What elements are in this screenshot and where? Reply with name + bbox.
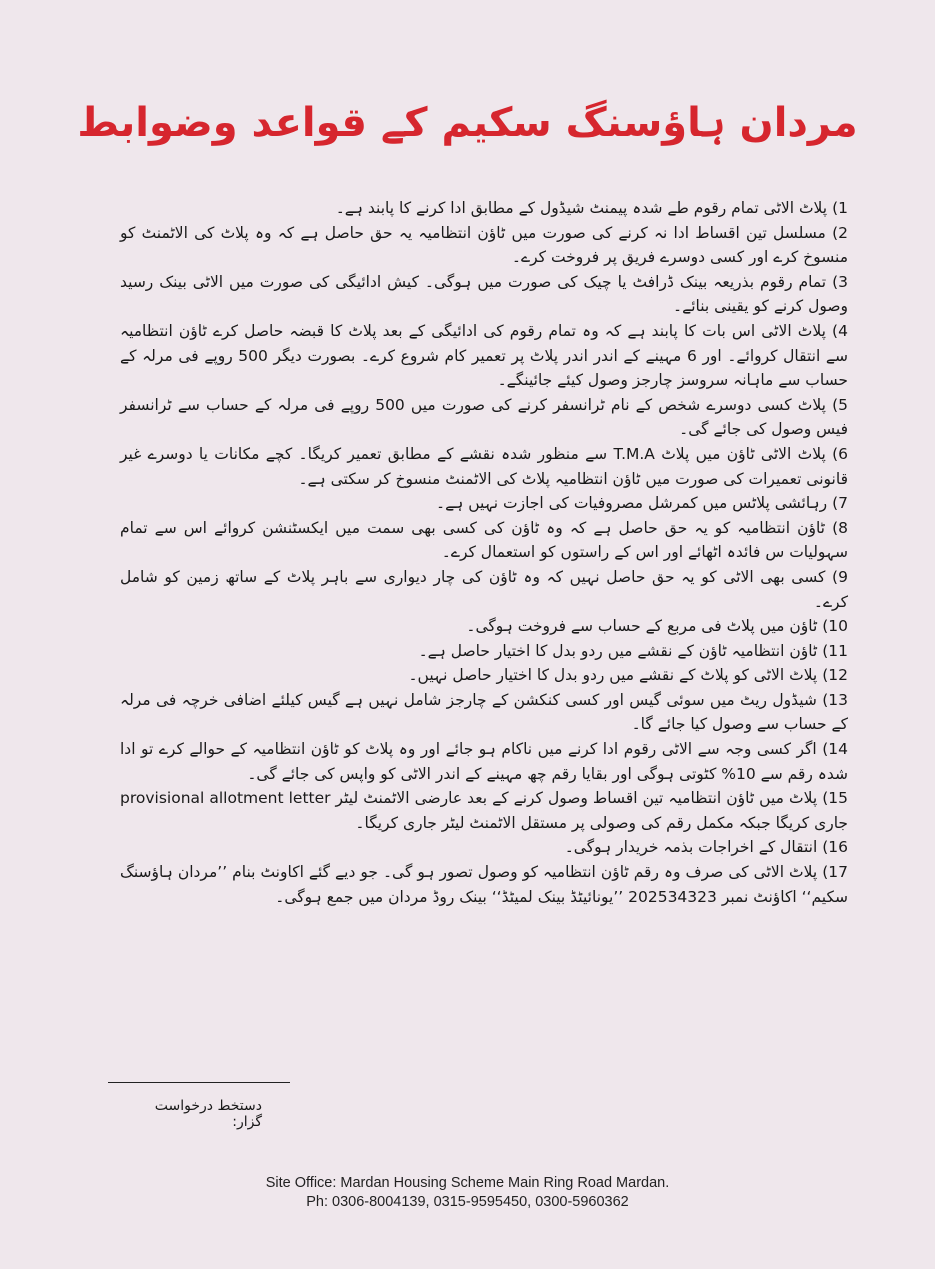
- rule-item: [120, 442, 848, 491]
- rule-number: 2): [832, 223, 848, 242]
- rule-item: [120, 639, 848, 664]
- rule-text: پلاٹ الاٹی تمام رقوم طے شدہ پیمنٹ شیڈول کے مطابق ادا کرنے کا پابند ہے۔: [335, 199, 828, 217]
- rule-text: ٹاؤن انتظامیہ کو یہ حق حاصل ہے کہ وہ ٹاؤن کی کسی بھی سمت میں ایکسٹنشن کروائے اس سے تمام سہولیات س فائدہ اٹھائے اور اس کے راستوں کو استعمال کرے۔: [120, 518, 848, 562]
- footer-phones: Ph: 0306-8004139, 0315-9595450, 0300-5960362: [306, 1194, 629, 1210]
- rule-number: 15): [822, 789, 848, 808]
- rule-item: [120, 393, 848, 442]
- rule-item: [120, 516, 848, 565]
- rule-item: [120, 614, 848, 639]
- rule-item: [120, 221, 848, 270]
- rule-text: پلاٹ میں ٹاؤن انتظامیہ تین اقساط وصول کرنے کے بعد عارضی الاٹمنٹ لیٹر provisional allotment letter جاری کریگا جبکہ مکمل رقم کی وصولی پر مستقل الاٹمنٹ لیٹر جاری کریگا۔: [120, 789, 848, 832]
- rule-item: [120, 196, 848, 221]
- rule-number: 14): [822, 740, 848, 759]
- rule-number: 10): [822, 617, 848, 636]
- rule-number: 12): [822, 666, 848, 685]
- rule-item: [120, 270, 848, 319]
- rule-text: رہائشی پلاٹس میں کمرشل مصروفیات کی اجازت نہیں ہے۔: [436, 494, 828, 513]
- rule-text: پلاٹ کسی دوسرے شخص کے نام ٹرانسفر کرنے کی صورت میں 500 روپے فی مرلہ کے حساب سے ٹرانسفر فیس وصول کی جائے گی۔: [120, 395, 848, 439]
- signature-line: [108, 1082, 290, 1083]
- rules-list: [120, 196, 848, 909]
- rule-number: 8): [832, 518, 848, 537]
- rule-item: [120, 663, 848, 688]
- rule-number: 1): [832, 199, 848, 217]
- footer-address: Site Office: Mardan Housing Scheme Main Ring Road Mardan.: [265, 1175, 670, 1191]
- rule-item: [120, 835, 848, 860]
- rule-number: 6): [832, 444, 848, 463]
- page-title: مردان ہاؤسنگ سکیم کے قواعد وضوابط: [77, 100, 858, 146]
- rule-number: 13): [822, 690, 848, 709]
- rule-text: مسلسل تین اقساط ادا نہ کرنے کی صورت میں ٹاؤن انتظامیہ یہ حق حاصل ہے کہ وہ پلاٹ کی الاٹمنٹ کو منسوخ کرے اور کسی دوسرے فریق پر فروخت کرے۔: [120, 223, 848, 267]
- rule-number: 17): [822, 863, 848, 882]
- rule-text: اگر کسی وجہ سے الاٹی رقوم ادا کرنے میں ناکام ہو جائے اور وہ پلاٹ کو ٹاؤن انتظامیہ کے حوالے کرے تو ادا شدہ رقم سے 10% کٹوتی ہوگی اور بقایا رقم چھ مہینے کے اندر الاٹی کو واپس کی جائے گی۔: [120, 740, 848, 783]
- rule-text: انتقال کے اخراجات بذمہ خریدار ہوگی۔: [564, 838, 818, 857]
- rule-text: ٹاؤن میں پلاٹ فی مربع کے حساب سے فروخت ہوگی۔: [466, 617, 818, 636]
- rule-item: [120, 319, 848, 393]
- rule-number: 4): [832, 321, 848, 340]
- rule-text: پلاٹ الاٹی کو پلاٹ کے نقشے میں ردو بدل کا اختیار حاصل نہیں۔: [408, 666, 818, 685]
- rule-text: پلاٹ الاٹی ٹاؤن میں پلاٹ T.M.A سے منظور شدہ نقشے کے مطابق تعمیر کریگا۔ کچے مکانات یا دوسرے غیر قانونی تعمیرات کی صورت میں ٹاؤن انتظامیہ پلاٹ کی الاٹمنٹ منسوخ کر سکتی ہے۔: [120, 444, 848, 488]
- rule-text: پلاٹ الاٹی کی صرف وہ رقم ٹاؤن انتظامیہ کو وصول تصور ہو گی۔ جو دیے گئے اکاونٹ بنام ’’مردان ہاؤسنگ سکیم‘‘ اکاؤنٹ نمبر 202534323 ’’یونائیٹڈ بینک لمیٹڈ‘‘ بینک روڈ مردان میں جمع ہوگی۔: [120, 863, 848, 906]
- rule-number: 9): [832, 567, 848, 586]
- footer: [0, 1174, 935, 1212]
- rule-number: 7): [832, 494, 848, 513]
- rule-text: ٹاؤن انتظامیہ ٹاؤن کے نقشے میں ردو بدل کا اختیار حاصل ہے۔: [418, 641, 818, 660]
- signature-label: دستخط درخواست گزار:: [154, 1098, 262, 1130]
- rule-item: [120, 860, 848, 909]
- rule-text: کسی بھی الاٹی کو یہ حق حاصل نہیں کہ وہ ٹاؤن کی چار دیواری سے باہر پلاٹ کے ساتھ زمین کو شامل کرے۔: [120, 567, 848, 611]
- rule-number: 11): [822, 641, 848, 660]
- rule-number: 16): [822, 838, 848, 857]
- rule-item: [120, 786, 848, 835]
- rule-item: [120, 565, 848, 614]
- rule-item: [120, 688, 848, 737]
- rule-number: 3): [832, 272, 848, 291]
- rule-text: تمام رقوم بذریعہ بینک ڈرافٹ یا چیک کی صورت میں ہوگی۔ کیش ادائیگی کی صورت میں الاٹی بینک رسید وصول کرنے کو یقینی بنائے۔: [120, 272, 848, 316]
- rule-text: شیڈول ریٹ میں سوئی گیس اور کسی کنکشن کے چارجز شامل نہیں ہے گیس کیلئے اضافی خرچہ فی مرلہ کے حساب سے وصول کیا جائے گا۔: [120, 690, 848, 734]
- rule-text: پلاٹ الاٹی اس بات کا پابند ہے کہ وہ تمام رقوم کی ادائیگی کے بعد پلاٹ کا قبضہ حاصل کرے ٹاؤن انتظامیہ سے انتقال کروائے۔ اور 6 مہینے کے اندر اندر پلاٹ پر تعمیر کام شروع کرے۔ بصورت دیگر 500 روپے فی مرلہ کے حساب سے ماہانہ سروسز چارجز وصول کیئے جائینگے۔: [120, 321, 848, 390]
- rule-item: [120, 491, 848, 516]
- rule-number: 5): [832, 395, 848, 414]
- rule-item: [120, 737, 848, 786]
